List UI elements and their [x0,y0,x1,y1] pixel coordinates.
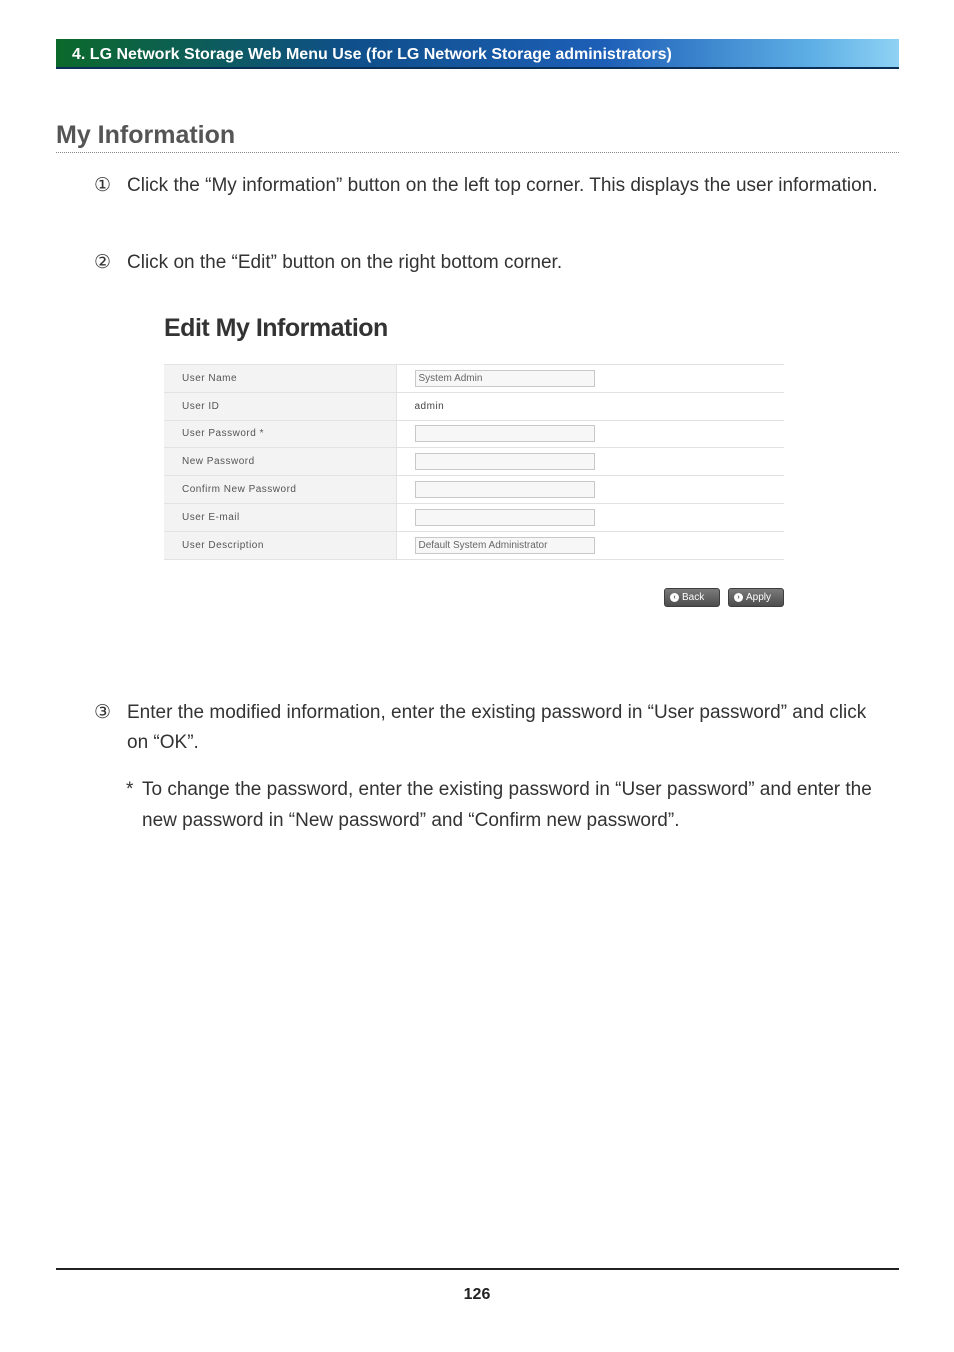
new-password-input[interactable] [415,453,595,470]
step-number: ② [94,252,112,273]
section-title: My Information [56,121,236,149]
apply-button[interactable] [728,588,784,607]
form-row-new-password [164,448,784,476]
footer-divider [56,1268,899,1270]
user-name-input[interactable] [415,370,595,387]
user-id-value: admin [414,400,445,412]
back-arrow-icon: ‹ [670,593,679,602]
confirm-new-password-input[interactable] [415,481,595,498]
field-label: User E-mail [164,503,396,531]
chapter-header-text: 4. LG Network Storage Web Menu Use (for LG Network Storage administrators) [72,46,672,63]
form-row-user-email [164,503,784,531]
form-row-confirm-new-password [164,476,784,504]
step-number: ① [94,175,112,196]
apply-arrow-icon: › [734,593,743,602]
user-description-input[interactable] [415,537,595,554]
step-text: Click on the “Edit” button on the right bottom corner. [127,252,563,273]
step-text: Click the “My information” button on the left top corner. This displays the user information. [127,175,878,196]
step-number: ③ [94,702,112,723]
form-row-user-description [164,531,784,559]
note-asterisk: * [126,779,134,800]
user-email-input[interactable] [415,509,595,526]
back-button[interactable] [664,588,720,607]
step-text: Enter the modified information, enter the existing password in “User password” and click on “OK”. [127,702,867,753]
field-label: User Password * [164,420,396,448]
note-text: To change the password, enter the existing password in “User password” and enter the new password in “New password” and “Confirm new password”. [142,779,872,831]
section-divider [56,152,899,153]
field-label: User Description [164,531,396,559]
field-label: User Name [164,365,396,393]
back-button-label: Back [682,592,705,603]
apply-button-label: Apply [746,592,772,603]
field-label: Confirm New Password [164,476,396,504]
field-label: New Password [164,448,396,476]
field-label: User ID [164,392,396,420]
form-row-user-id [164,392,784,420]
screenshot-title: Edit My Information [164,314,388,342]
chapter-header-bar [56,39,899,69]
user-info-form [164,364,784,560]
user-password-input[interactable] [415,425,595,442]
form-row-user-password [164,420,784,448]
form-row-user-name [164,365,784,393]
page-number: 126 [463,1286,491,1303]
